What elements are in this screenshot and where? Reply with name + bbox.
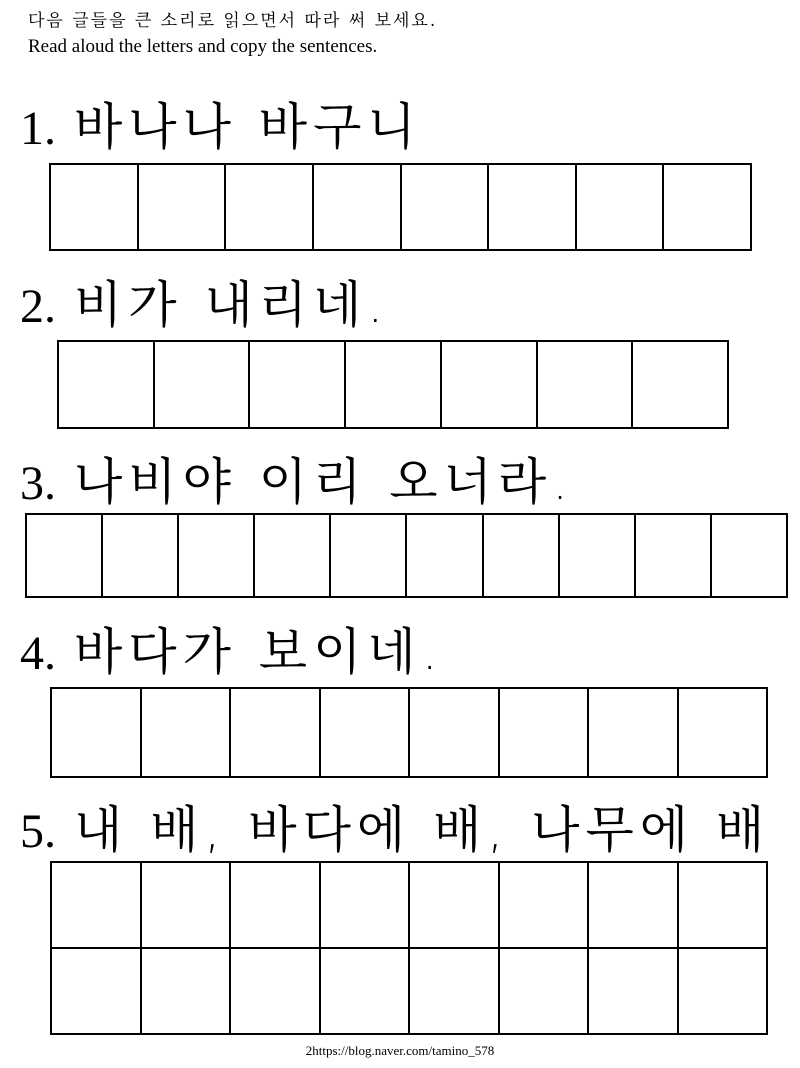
writing-box (489, 165, 577, 251)
writing-box (407, 515, 483, 598)
exercise-sentence: 나비야 이리 오너라. (74, 453, 575, 511)
writing-box (589, 689, 679, 778)
exercise-number: 4. (20, 627, 56, 680)
exercise-sentence: 비가 내리네. (74, 276, 390, 334)
writing-box (52, 949, 142, 1035)
writing-box (679, 689, 769, 778)
writing-box (142, 689, 232, 778)
writing-box (679, 863, 769, 949)
writing-box (636, 515, 712, 598)
writing-box (142, 949, 232, 1035)
exercise-1 (0, 92, 800, 252)
writing-box (179, 515, 255, 598)
writing-box (679, 949, 769, 1035)
writing-box (52, 689, 142, 778)
writing-box (442, 342, 538, 429)
exercise-4 (0, 617, 800, 782)
writing-box (250, 342, 346, 429)
exercise-title (20, 617, 444, 689)
writing-box (500, 863, 590, 949)
writing-box (410, 689, 500, 778)
exercise-sentence: 바다가 보이네. (74, 623, 444, 681)
writing-box (142, 863, 232, 949)
exercise-number: 2. (20, 280, 56, 333)
writing-grid (49, 163, 752, 251)
exercise-3 (0, 447, 800, 602)
writing-box (321, 949, 411, 1035)
writing-box (255, 515, 331, 598)
writing-box (321, 863, 411, 949)
writing-box (664, 165, 752, 251)
writing-box (560, 515, 636, 598)
writing-box (589, 863, 679, 949)
exercise-sentence: 내 배, 바다에 배, 나무에 배 (74, 801, 771, 859)
exercise-title (20, 92, 422, 164)
writing-box (633, 342, 729, 429)
writing-grid (57, 340, 729, 429)
writing-box (52, 863, 142, 949)
writing-grid (50, 687, 768, 778)
writing-box (321, 689, 411, 778)
writing-grid (50, 861, 768, 1035)
exercise-number: 1. (20, 102, 56, 155)
writing-box (410, 863, 500, 949)
instruction-korean: 다음 글들을 큰 소리로 읽으면서 따라 써 보세요. (28, 11, 438, 31)
writing-box (712, 515, 788, 598)
writing-box (51, 165, 139, 251)
exercise-number: 5. (20, 805, 56, 858)
writing-box (402, 165, 490, 251)
writing-box (484, 515, 560, 598)
exercise-5 (0, 795, 800, 1037)
writing-box (577, 165, 665, 251)
writing-box (589, 949, 679, 1035)
writing-box (27, 515, 103, 598)
writing-box (226, 165, 314, 251)
writing-box (155, 342, 251, 429)
writing-box (231, 949, 321, 1035)
writing-box (314, 165, 402, 251)
exercise-sentence: 바나나 바구니 (74, 98, 422, 156)
writing-box (59, 342, 155, 429)
writing-box (500, 689, 590, 778)
writing-box (346, 342, 442, 429)
writing-grid (25, 513, 788, 598)
exercise-2 (0, 270, 800, 430)
writing-box (500, 949, 590, 1035)
writing-box (331, 515, 407, 598)
exercise-title (20, 447, 574, 519)
exercise-title (20, 795, 770, 867)
source-url: 2https://blog.naver.com/tamino_578 (305, 1043, 495, 1058)
writing-box (139, 165, 227, 251)
exercise-title (20, 270, 389, 342)
writing-box (538, 342, 634, 429)
writing-box (231, 863, 321, 949)
writing-box (231, 689, 321, 778)
writing-box (103, 515, 179, 598)
instruction-english: Read aloud the letters and copy the sentences. (28, 36, 378, 57)
exercise-number: 3. (20, 457, 56, 510)
writing-box (410, 949, 500, 1035)
